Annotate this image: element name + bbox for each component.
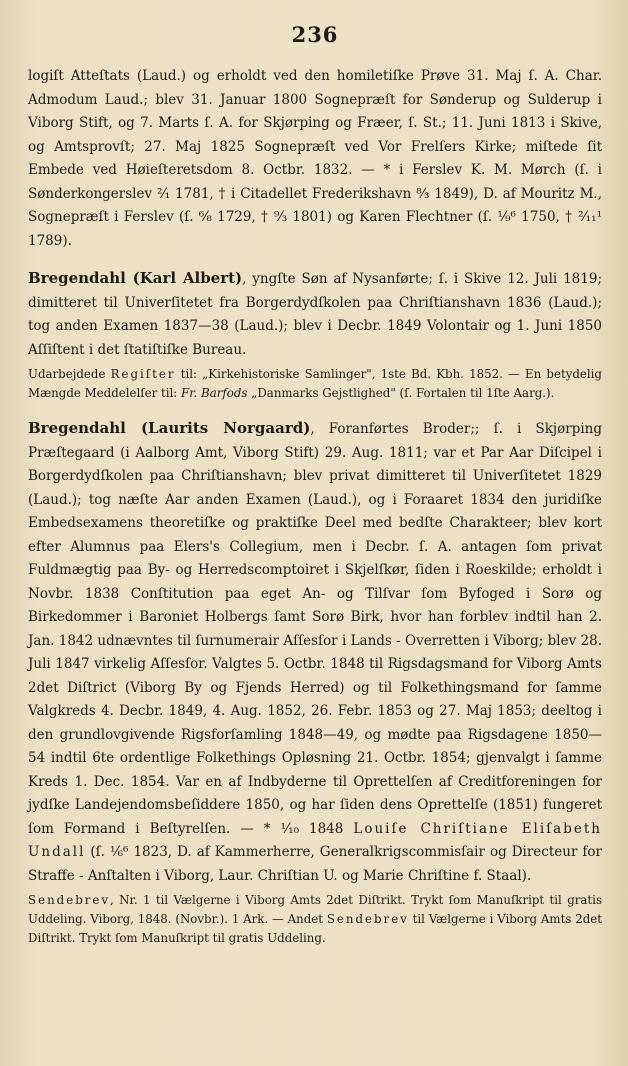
page-body (28, 65, 602, 948)
note-spaced-word: Regiſter (110, 367, 176, 381)
entry-paragraph (28, 267, 602, 362)
entry-karl-albert (28, 267, 602, 403)
continued-entry-text: logiſt Atteſtats (Laud.) og erholdt ved den homiletiſke Prøve 31. Maj ſ. A. Char. Admodum Laud.; blev 31. Januar 1800 Sognepræſt for Sønderup og Sulderup i Viborg Stift, og 7. Marts ſ. A. for Skjørping og Fræer, ſ. St.; 11. Juni 1813 i Skive, og Amtsprovſt; 27. Maj 1825 Sognepræſt ved Vor Frelſers Kirke; miſtede ſit Embede ved Høieſteretsdom 8. Octbr. 1832. — * i Ferslev K. M. Mørch (ſ. i Sønderkongerslev ²⁄₁ 1781, † i Citadellet Frederikshavn ⁸⁄₃ 1849), D. af Mouritz M., Sognepræſt i Ferslev (ſ. ⁶⁄₈ 1729, † ⁹⁄₃ 1801) og Karen Flechtner (ſ. ¹⁄₉⁶ 1750, † ²⁄₁₁¹ 1789). (28, 68, 602, 249)
entry-headword: Bregendahl (Laurits Norgaard) (28, 419, 311, 437)
entry-headword: Bregendahl (Karl Albert) (28, 269, 243, 287)
entry-body: , Foranførtes Broder;; ſ. i Skjørping Præſtegaard (i Aalborg Amt, Viborg Stift) 29. Aug. 1811; var et Par Aar Diſcipel i Borgerdydſkolen paa Chriſtianshavn; blev privat dimitteret til Univerſitetet 1829 (Laud.); tog næſte Aar anden Examen (Laud.), og i Foraaret 1834 den juridiſke Embedsexamens theoretiſke og praktiſke Deel med bedſte Charakteer; blev kort efter Alumnus paa Elers's Collegium, men i Decbr. ſ. A. antagen ſom privat Fuldmægtig paa By- og Herredscomptoiret i Skjelſkør, ſiden i Roeskilde; erholdt i Novbr. 1838 Conſtitution paa eget An- og Tilſvar ſom Byfoged i Sorø og Birkedommer i Baroniet Holbergs ſamt Sorø Birk, hvor han forblev indtil han 2. Jan. 1842 udnævntes til ſurnumerair Aſſesſor i Lands - Overretten i Viborg; blev 28. Juli 1847 virkelig Aſſesſor. Valgtes 5. Octbr. 1848 til Rigsdagsmand for Viborg Amts 2det Diſtrict (Viborg By og Fjends Herred) og til Folkethingsmand for ſamme Valgkreds 4. Decbr. 1849, 4. Aug. 1852, 26. Febr. 1853 og 27. Maj 1853; deeltog i den grundlovgivende Rigsforſamling 1848—49, og mødte paa Rigsdagene 1850—54 indtil 6te ordentlige Folkethings Opløsning 21. Octbr. 1854; gjenvalgt i ſamme Kreds 1. Dec. 1854. Var en af Indbyderne til Oprettelſen af Creditforeningen for jydſke Landejendomsbeſiddere 1850, og har ſiden dens Oprettelſe (1851) fungeret ſom Formand i Beſtyrelſen. — * ¹⁄₁₀ 1848 (28, 421, 602, 837)
note-text: til Vælgerne i Viborg Amts 2det Diſtrikt. Trykt ſom Manuſkript til gratis Uddeling. (28, 912, 602, 945)
entry-paragraph (28, 417, 602, 888)
note-author: Fr. Barfods (181, 386, 248, 400)
note-text: , Nr. 1 til Vælgerne i Viborg Amts 2det Diſtrikt. Trykt ſom Manuſkript til gratis Uddeling. Viborg, 1848. (Novbr.). 1 Ark. — Andet (28, 893, 602, 926)
spouse-name: Louiſe Chriſtiane Eliſabeth Undall (28, 820, 602, 860)
entry-laurits-norgaard (28, 417, 602, 948)
page-number: 236 (291, 22, 339, 47)
note-spaced-word: Sendebrev (326, 912, 409, 926)
entry-body: , yngſte Søn af Nysanførte; ſ. i Skive 12. Juli 1819; dimitteret til Univerſitetet fra Borgerdydſkolen paa Chriſtianshavn 1836 (Laud.); tog anden Examen 1837—38 (Laud.); blev i Decbr. 1849 Volontair og 1. Juni 1850 Aſſiſtent i det ſtatiſtiſke Bureau. (28, 271, 602, 358)
entry-works-note (28, 891, 602, 948)
note-text: „Danmarks Gejstlighed" (ſ. Fortalen til 1ſte Aarg.). (247, 386, 555, 400)
note-spaced-word: Sendebrev (28, 893, 111, 907)
note-text: til: „Kirkehistoriske Samlinger", 1ste Bd. Kbh. 1852. — En betydelig Mængde Meddelelſer til: (28, 367, 602, 400)
entry-works-note (28, 365, 602, 403)
note-text: Udarbejdede (28, 367, 111, 381)
entry-body-tail: (ſ. ¹⁄₆⁶ 1823, D. af Kammerherre, Generalkrigscommisſair og Directeur for Straffe - Anſtalten i Viborg, Laur. Chriſtian U. og Marie Chriſtine f. Staal). (28, 844, 602, 884)
entry-spacer (28, 253, 602, 261)
entry-spacer (28, 403, 602, 411)
